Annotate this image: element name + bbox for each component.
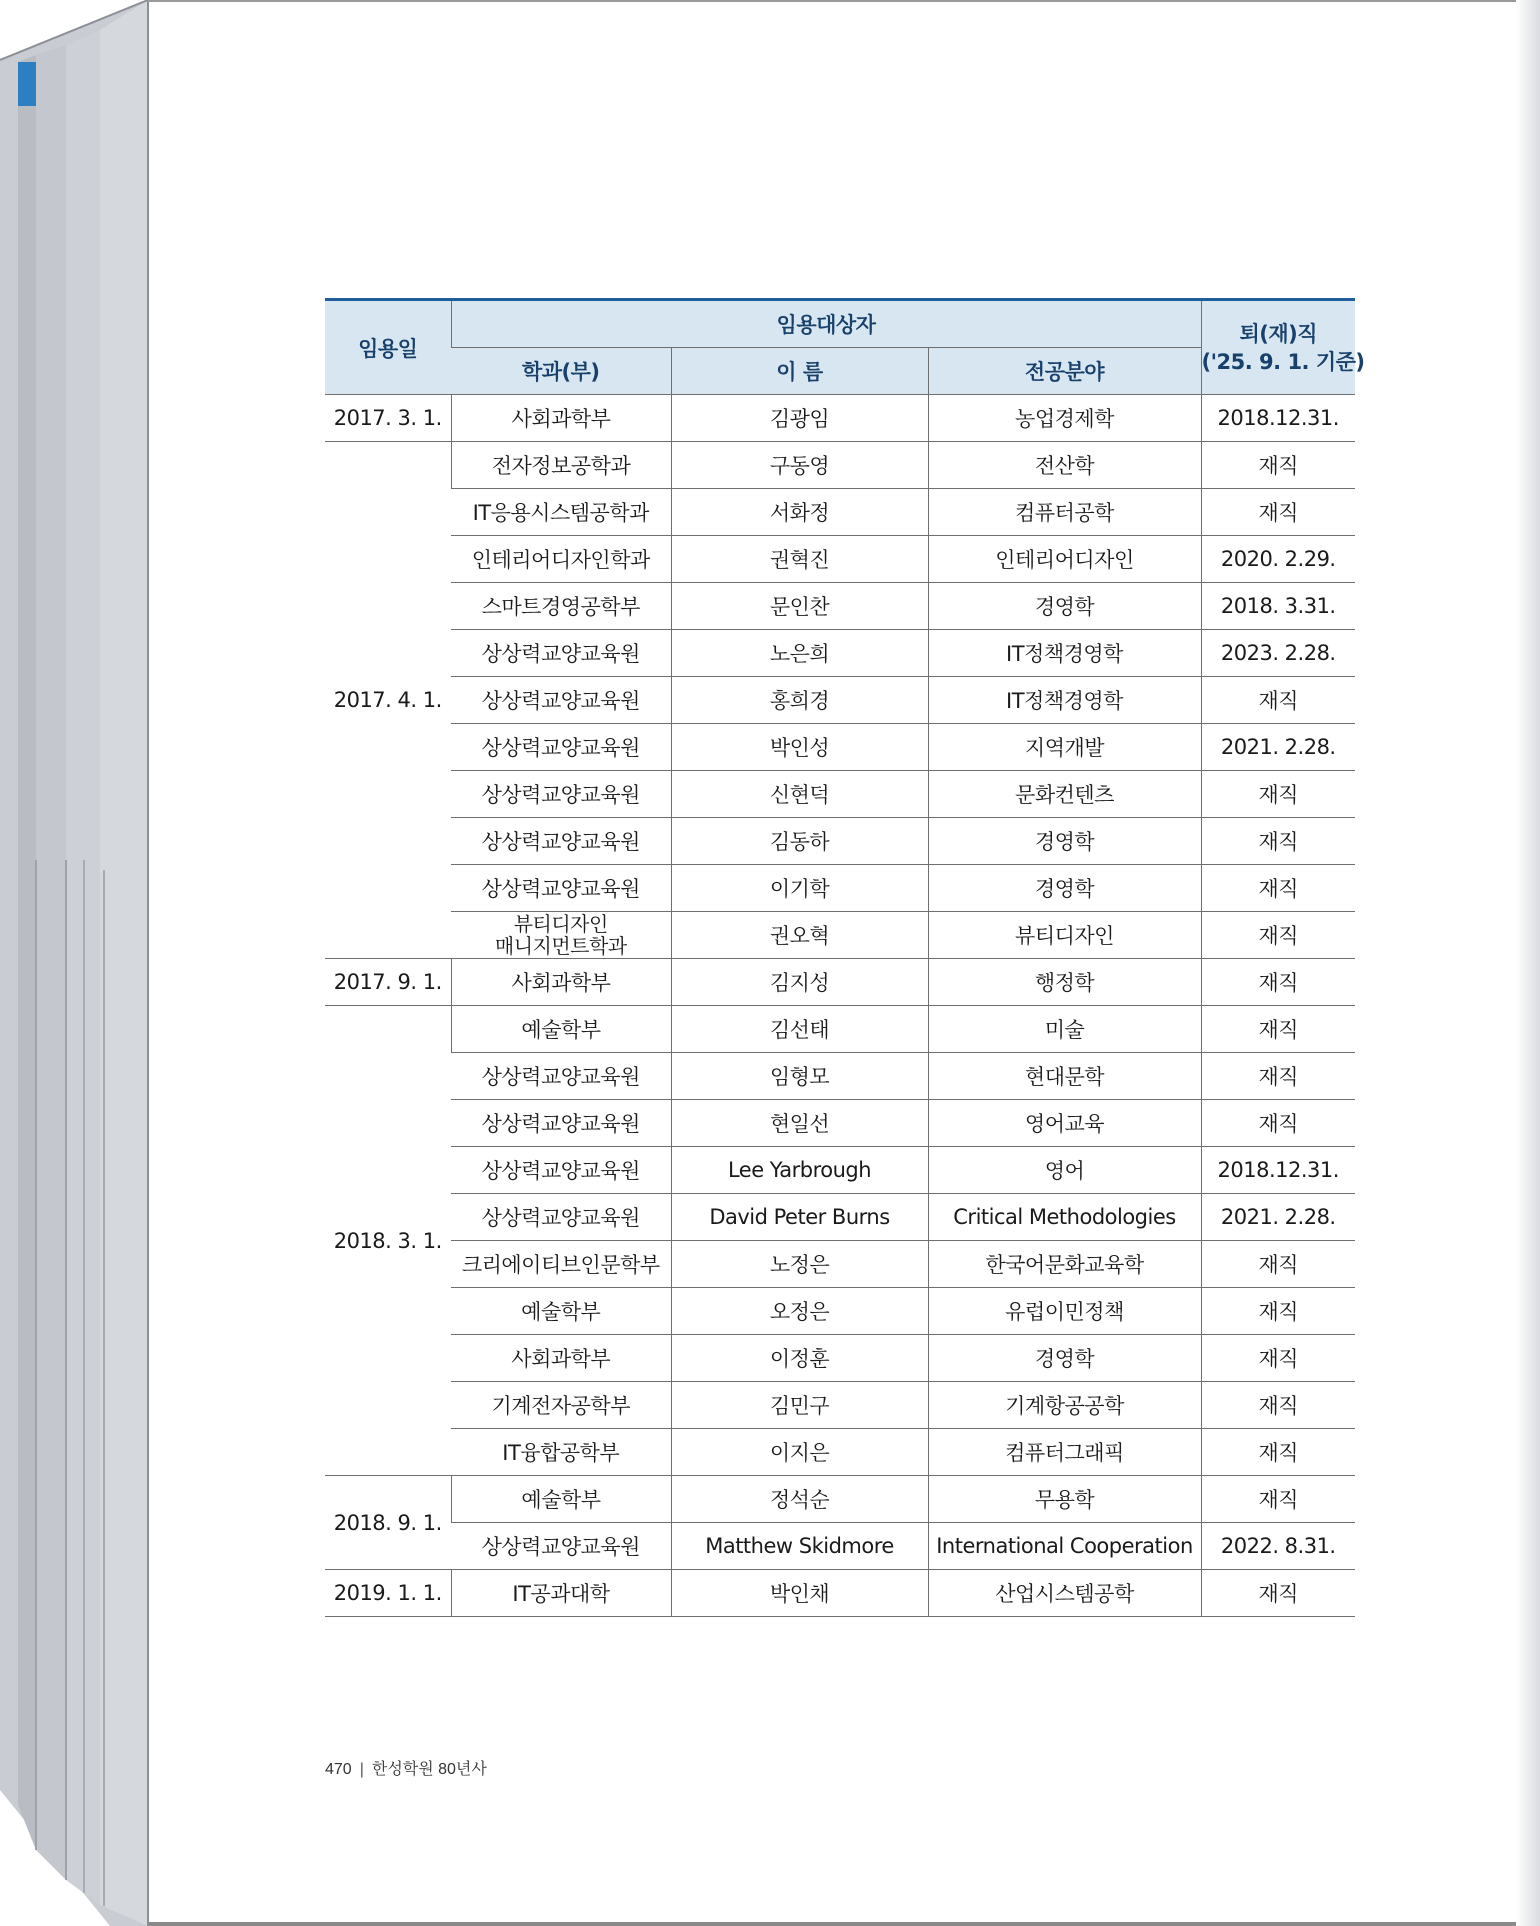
- name-cell: 김지성: [671, 959, 928, 1006]
- department-cell: 인테리어디자인학과: [451, 536, 671, 583]
- date-cell: 2017. 4. 1.: [325, 442, 451, 959]
- date-cell: 2018. 3. 1.: [325, 1006, 451, 1476]
- footer-separator: |: [359, 1761, 364, 1778]
- status-cell: 재직: [1201, 1382, 1355, 1429]
- department-cell: 상상력교양교육원: [451, 630, 671, 677]
- table-row: [325, 442, 1355, 489]
- date-cell: 2018. 9. 1.: [325, 1476, 451, 1570]
- name-cell: 박인성: [671, 724, 928, 771]
- department-cell: [451, 912, 671, 959]
- major-cell: 경영학: [928, 865, 1201, 912]
- status-cell: 재직: [1201, 865, 1355, 912]
- header-appointees: 임용대상자: [451, 300, 1201, 348]
- department-cell: 상상력교양교육원: [451, 1194, 671, 1241]
- major-cell: 영어교육: [928, 1100, 1201, 1147]
- name-cell: 신현덕: [671, 771, 928, 818]
- department-cell: IT융합공학부: [451, 1429, 671, 1476]
- major-cell: 미술: [928, 1006, 1201, 1053]
- department-cell: 사회과학부: [451, 395, 671, 442]
- page-right-shadow: [1516, 0, 1540, 1926]
- major-cell: 컴퓨터공학: [928, 489, 1201, 536]
- major-cell: 영어: [928, 1147, 1201, 1194]
- status-cell: 재직: [1201, 818, 1355, 865]
- major-cell: 기계항공공학: [928, 1382, 1201, 1429]
- name-cell: 오정은: [671, 1288, 928, 1335]
- table-row: [325, 771, 1355, 818]
- department-cell: 예술학부: [451, 1476, 671, 1523]
- name-cell: 문인찬: [671, 583, 928, 630]
- page-number: 470: [325, 1761, 352, 1778]
- major-cell: 문화컨텐츠: [928, 771, 1201, 818]
- table-row: [325, 1335, 1355, 1382]
- status-cell: 재직: [1201, 1476, 1355, 1523]
- table-row: [325, 912, 1355, 959]
- status-cell: 재직: [1201, 1429, 1355, 1476]
- name-cell: 서화정: [671, 489, 928, 536]
- status-cell: 재직: [1201, 1006, 1355, 1053]
- department-cell: 사회과학부: [451, 1335, 671, 1382]
- book-title: 한성학원 80년사: [371, 1761, 487, 1778]
- status-cell: 2018. 3.31.: [1201, 583, 1355, 630]
- major-cell: 유럽이민정책: [928, 1288, 1201, 1335]
- department-cell: 상상력교양교육원: [451, 724, 671, 771]
- table-row: [325, 724, 1355, 771]
- header-status: [1201, 300, 1365, 395]
- status-cell: 재직: [1201, 489, 1355, 536]
- table-row: [325, 1006, 1355, 1053]
- department-cell: 상상력교양교육원: [451, 771, 671, 818]
- page-footer: [325, 1756, 487, 1779]
- bookmark-tab: [18, 62, 36, 106]
- major-cell: 한국어문화교육학: [928, 1241, 1201, 1288]
- book-page-edges: [0, 0, 150, 1926]
- status-cell: 재직: [1201, 442, 1355, 489]
- appointment-table: [325, 298, 1365, 1617]
- status-cell: 2020. 2.29.: [1201, 536, 1355, 583]
- name-cell: 이지은: [671, 1429, 928, 1476]
- status-cell: 재직: [1201, 771, 1355, 818]
- table-row: [325, 489, 1355, 536]
- date-cell: 2017. 3. 1.: [325, 395, 451, 442]
- name-cell: 권오혁: [671, 912, 928, 959]
- table-row: [325, 865, 1355, 912]
- table-row: [325, 1100, 1355, 1147]
- major-cell: 뷰티디자인: [928, 912, 1201, 959]
- table-row: [325, 1476, 1355, 1523]
- department-cell: 전자정보공학과: [451, 442, 671, 489]
- table-row: [325, 630, 1355, 677]
- header-major: 전공분야: [928, 348, 1201, 395]
- name-cell: 현일선: [671, 1100, 928, 1147]
- header-name: 이 름: [671, 348, 928, 395]
- status-cell: 재직: [1201, 1053, 1355, 1100]
- table-row: [325, 677, 1355, 724]
- major-cell: 경영학: [928, 1335, 1201, 1382]
- department-cell: 상상력교양교육원: [451, 1523, 671, 1570]
- major-cell: 산업시스템공학: [928, 1570, 1201, 1617]
- table-row: [325, 395, 1355, 442]
- table-row: [325, 1241, 1355, 1288]
- name-cell: David Peter Burns: [671, 1194, 928, 1241]
- name-cell: 임형모: [671, 1053, 928, 1100]
- table-row: [325, 1523, 1355, 1570]
- date-cell: 2017. 9. 1.: [325, 959, 451, 1006]
- department-cell: IT응용시스템공학과: [451, 489, 671, 536]
- name-cell: Matthew Skidmore: [671, 1523, 928, 1570]
- major-cell: IT정책경영학: [928, 630, 1201, 677]
- page-bottom-border: [148, 1922, 1540, 1926]
- status-cell: 재직: [1201, 677, 1355, 724]
- major-cell: 행정학: [928, 959, 1201, 1006]
- department-two-line: [495, 913, 627, 957]
- header-department: 학과(부): [451, 348, 671, 395]
- name-cell: 구동영: [671, 442, 928, 489]
- status-cell: 재직: [1201, 1288, 1355, 1335]
- table-row: [325, 1382, 1355, 1429]
- table-row: [325, 1053, 1355, 1100]
- date-cell: 2019. 1. 1.: [325, 1570, 451, 1617]
- name-cell: 노정은: [671, 1241, 928, 1288]
- department-cell: IT공과대학: [451, 1570, 671, 1617]
- major-cell: Critical Methodologies: [928, 1194, 1201, 1241]
- major-cell: 무용학: [928, 1476, 1201, 1523]
- major-cell: 인테리어디자인: [928, 536, 1201, 583]
- name-cell: 노은희: [671, 630, 928, 677]
- table-row: [325, 818, 1355, 865]
- major-cell: 경영학: [928, 583, 1201, 630]
- status-cell: 재직: [1201, 1241, 1355, 1288]
- major-cell: 전산학: [928, 442, 1201, 489]
- table-row: [325, 1147, 1355, 1194]
- status-cell: 2021. 2.28.: [1201, 1194, 1355, 1241]
- table-row: [325, 536, 1355, 583]
- department-line1: 뷰티디자인: [513, 911, 608, 936]
- name-cell: 이기학: [671, 865, 928, 912]
- table-row: [325, 1288, 1355, 1335]
- major-cell: International Cooperation: [928, 1523, 1201, 1570]
- header-status-line2: ('25. 9. 1. 기준): [1201, 349, 1365, 374]
- status-cell: 2021. 2.28.: [1201, 724, 1355, 771]
- name-cell: 박인채: [671, 1570, 928, 1617]
- department-cell: 크리에이티브인문학부: [451, 1241, 671, 1288]
- department-line2: 매니지먼트학과: [494, 933, 627, 958]
- name-cell: 김선태: [671, 1006, 928, 1053]
- status-cell: 재직: [1201, 1570, 1355, 1617]
- table-row: [325, 1570, 1355, 1617]
- table-row: [325, 959, 1355, 1006]
- name-cell: 이정훈: [671, 1335, 928, 1382]
- status-cell: 2023. 2.28.: [1201, 630, 1355, 677]
- status-cell: 재직: [1201, 959, 1355, 1006]
- name-cell: 김광임: [671, 395, 928, 442]
- header-date: 임용일: [325, 300, 451, 395]
- name-cell: Lee Yarbrough: [671, 1147, 928, 1194]
- name-cell: 홍희경: [671, 677, 928, 724]
- status-cell: 재직: [1201, 912, 1355, 959]
- department-cell: 기계전자공학부: [451, 1382, 671, 1429]
- major-cell: 지역개발: [928, 724, 1201, 771]
- major-cell: 농업경제학: [928, 395, 1201, 442]
- header-status-line1: 퇴(재)직: [1239, 321, 1318, 346]
- department-cell: 상상력교양교육원: [451, 1100, 671, 1147]
- major-cell: 현대문학: [928, 1053, 1201, 1100]
- major-cell: 컴퓨터그래픽: [928, 1429, 1201, 1476]
- department-cell: 상상력교양교육원: [451, 865, 671, 912]
- major-cell: IT정책경영학: [928, 677, 1201, 724]
- status-cell: 재직: [1201, 1335, 1355, 1382]
- table-row: [325, 1194, 1355, 1241]
- status-cell: 2018.12.31.: [1201, 395, 1355, 442]
- status-cell: 2018.12.31.: [1201, 1147, 1355, 1194]
- department-cell: 예술학부: [451, 1288, 671, 1335]
- department-cell: 사회과학부: [451, 959, 671, 1006]
- department-cell: 상상력교양교육원: [451, 818, 671, 865]
- table-row: [325, 1429, 1355, 1476]
- page-top-border: [148, 0, 1540, 2]
- table-row: [325, 583, 1355, 630]
- major-cell: 경영학: [928, 818, 1201, 865]
- department-cell: 스마트경영공학부: [451, 583, 671, 630]
- department-cell: 상상력교양교육원: [451, 677, 671, 724]
- name-cell: 김민구: [671, 1382, 928, 1429]
- department-cell: 상상력교양교육원: [451, 1147, 671, 1194]
- name-cell: 정석순: [671, 1476, 928, 1523]
- status-cell: 재직: [1201, 1100, 1355, 1147]
- name-cell: 권혁진: [671, 536, 928, 583]
- department-cell: 상상력교양교육원: [451, 1053, 671, 1100]
- status-cell: 2022. 8.31.: [1201, 1523, 1355, 1570]
- department-cell: 예술학부: [451, 1006, 671, 1053]
- name-cell: 김동하: [671, 818, 928, 865]
